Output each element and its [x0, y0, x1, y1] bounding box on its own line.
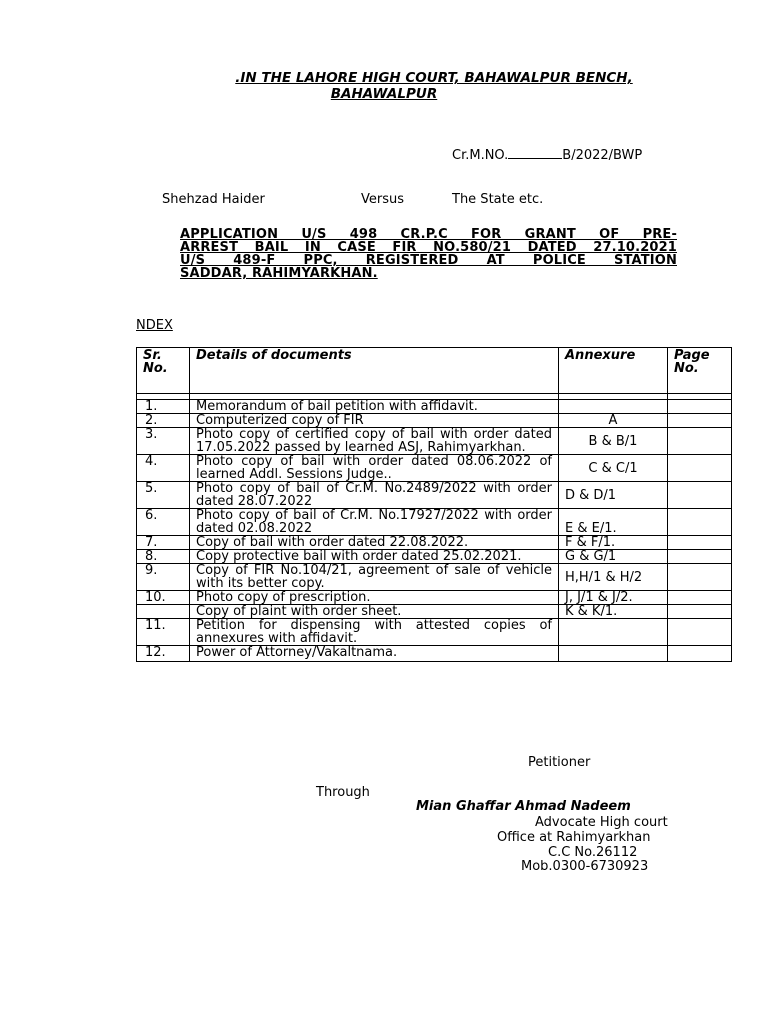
row-page [668, 605, 732, 619]
row-sr: 8. [137, 550, 190, 564]
row-details: Copy of plaint with order sheet. [190, 605, 559, 619]
row-annexure: H,H/1 & H/2 [559, 564, 668, 591]
advocate-office: Office at Rahimyarkhan [497, 830, 651, 845]
row-details: Photo copy of bail of Cr.M. No.17927/2022 with order dated 02.08.2022 [190, 509, 559, 536]
table-row [137, 400, 732, 414]
row-page [668, 619, 732, 646]
row-details: Computerized copy of FIR [190, 414, 559, 428]
row-page [668, 646, 732, 662]
row-details: Petition for dispensing with attested copies of annexures with affidavit. [190, 619, 559, 646]
advocate-cc-number: C.C No.26112 [548, 845, 638, 860]
column-header-page: Page No. [668, 348, 732, 394]
court-title-line2: BAHAWALPUR [330, 86, 438, 102]
row-sr: 12. [137, 646, 190, 662]
advocate-mobile: Mob.0300-6730923 [521, 859, 649, 874]
row-page [668, 428, 732, 455]
row-details: Power of Attorney/Vakaltnama. [190, 646, 559, 662]
row-annexure: E & E/1. [559, 509, 668, 536]
table-row [137, 564, 732, 591]
row-page [668, 509, 732, 536]
case-number-suffix: B/2022/BWP [562, 148, 643, 163]
row-page [668, 591, 732, 605]
row-sr: 3. [137, 428, 190, 455]
case-number-blank [508, 147, 562, 159]
row-page [668, 455, 732, 482]
through-label: Through [316, 785, 370, 800]
case-number-prefix: Cr.M.NO. [452, 148, 509, 163]
row-page [668, 550, 732, 564]
row-details: Memorandum of bail petition with affidavit. [190, 400, 559, 414]
petitioner-name: Shehzad Haider [162, 192, 265, 207]
table-row [137, 509, 732, 536]
row-annexure: F & F/1. [559, 536, 668, 550]
row-page [668, 414, 732, 428]
row-annexure: D & D/1 [559, 482, 668, 509]
column-header-annexure: Annexure [559, 348, 668, 394]
row-page [668, 564, 732, 591]
row-sr: 1. [137, 400, 190, 414]
index-label: NDEX [136, 318, 173, 333]
table-header-row [137, 348, 732, 394]
table-row [137, 428, 732, 455]
versus-label: Versus [361, 192, 405, 207]
row-annexure: K & K/1. [559, 605, 668, 619]
row-sr: 4. [137, 455, 190, 482]
row-page [668, 536, 732, 550]
row-annexure [559, 646, 668, 662]
application-line-4: SADDAR, RAHIMYARKHAN. [180, 266, 378, 281]
row-page [668, 482, 732, 509]
row-details: Photo copy of bail of Cr.M. No.2489/2022 with order dated 28.07.2022 [190, 482, 559, 509]
row-annexure: G & G/1 [559, 550, 668, 564]
row-annexure: C & C/1 [559, 455, 668, 482]
row-details: Photo copy of bail with order dated 08.06.2022 of learned Addl. Sessions Judge.. [190, 455, 559, 482]
row-details: Copy of bail with order dated 22.08.2022. [190, 536, 559, 550]
table-row [137, 646, 732, 662]
respondent-name: The State etc. [452, 192, 544, 207]
row-sr: 5. [137, 482, 190, 509]
row-details: Photo copy of certified copy of bail with order dated 17.05.2022 passed by learned ASJ, Rahimyarkhan. [190, 428, 559, 455]
table-row [137, 455, 732, 482]
court-title [0, 70, 768, 102]
application-line-1: APPLICATION U/S 498 CR.P.C FOR GRANT OF PRE- [180, 227, 677, 242]
application-line-3: U/S 489-F PPC, REGISTERED AT POLICE STATION [180, 253, 677, 268]
table-row [137, 619, 732, 646]
row-details: Photo copy of prescription. [190, 591, 559, 605]
row-sr: 11. [137, 619, 190, 646]
row-page [668, 400, 732, 414]
row-annexure: A [559, 414, 668, 428]
table-row [137, 414, 732, 428]
table-row [137, 482, 732, 509]
court-title-line1: .IN THE LAHORE HIGH COURT, BAHAWALPUR BENCH, [235, 70, 633, 86]
column-header-details: Details of documents [190, 348, 559, 394]
row-sr: 9. [137, 564, 190, 591]
table-row [137, 591, 732, 605]
table-row [137, 605, 732, 619]
row-annexure [559, 400, 668, 414]
row-annexure: J, J/1 & J/2. [559, 591, 668, 605]
application-heading [180, 228, 677, 280]
application-line-2: ARREST BAIL IN CASE FIR NO.580/21 DATED 27.10.2021 [180, 240, 677, 255]
row-details: Copy of FIR No.104/21, agreement of sale of vehicle with its better copy. [190, 564, 559, 591]
row-annexure [559, 619, 668, 646]
row-sr: 7. [137, 536, 190, 550]
documents-index-table [136, 347, 732, 662]
row-sr [137, 605, 190, 619]
row-details: Copy protective bail with order dated 25.02.2021. [190, 550, 559, 564]
row-sr: 10. [137, 591, 190, 605]
table-row [137, 536, 732, 550]
table-row [137, 550, 732, 564]
row-sr: 2. [137, 414, 190, 428]
row-sr: 6. [137, 509, 190, 536]
petitioner-label: Petitioner [528, 755, 591, 770]
advocate-name: Mian Ghaffar Ahmad Nadeem [416, 799, 631, 814]
column-header-sr: Sr. No. [137, 348, 190, 394]
advocate-title: Advocate High court [535, 815, 668, 830]
row-annexure: B & B/1 [559, 428, 668, 455]
case-number [452, 147, 642, 163]
